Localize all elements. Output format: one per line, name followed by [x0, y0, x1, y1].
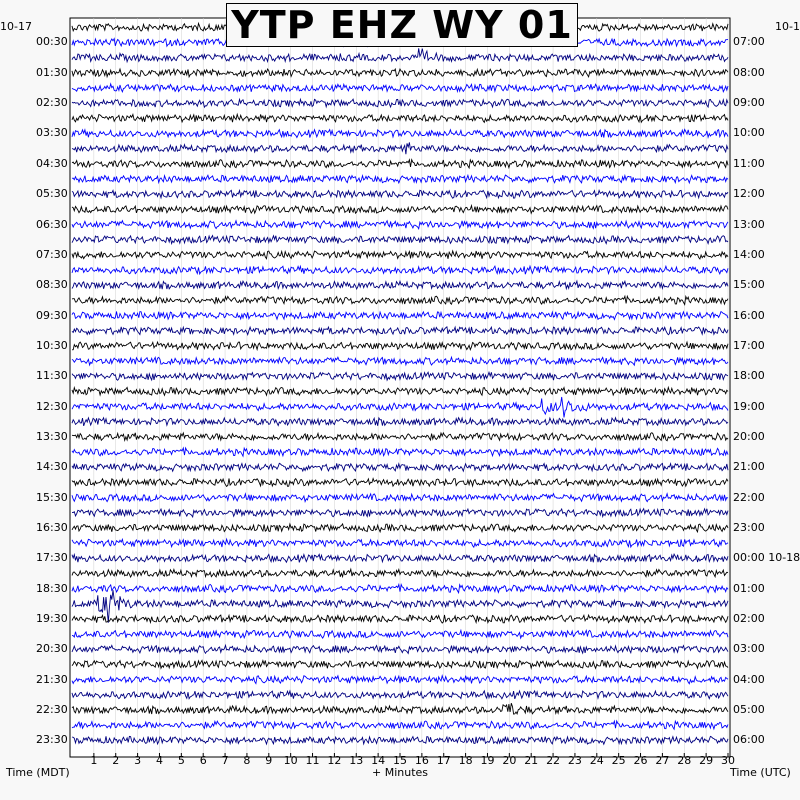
right-time-label-2: 09:00	[733, 96, 765, 110]
x-tick-label-6: 6	[199, 754, 207, 767]
left-time-label-13: 13:30	[36, 429, 68, 443]
right-time-label-6: 13:00	[733, 217, 765, 231]
x-tick-label-15: 15	[393, 754, 407, 767]
right-time-label-0: 07:00	[733, 35, 765, 49]
right-time-label-4: 11:00	[733, 156, 765, 170]
right-time-label-20: 03:00	[733, 642, 765, 656]
x-axis-label: + Minutes	[372, 766, 429, 779]
left-time-label-6: 06:30	[36, 217, 68, 231]
left-time-label-19: 19:30	[36, 611, 68, 625]
chart-title: YTP EHZ WY 01	[226, 3, 578, 47]
right-time-label-19: 02:00	[733, 611, 765, 625]
left-time-label-4: 04:30	[36, 156, 68, 170]
right-time-label-10: 17:00	[733, 338, 765, 352]
x-tick-label-16: 16	[414, 754, 429, 767]
left-time-label-9: 09:30	[36, 308, 68, 322]
x-tick-label-28: 28	[677, 754, 692, 767]
x-tick-label-23: 23	[567, 754, 582, 767]
x-tick-label-7: 7	[221, 754, 229, 767]
x-tick-label-25: 25	[611, 754, 626, 767]
right-time-label-22: 05:00	[733, 702, 765, 716]
right-time-label-17: 00:00 10-18	[733, 551, 800, 565]
right-time-label-8: 15:00	[733, 278, 765, 292]
left-time-label-7: 07:30	[36, 247, 68, 261]
x-tick-label-19: 19	[480, 754, 495, 767]
left-time-label-3: 03:30	[36, 126, 68, 140]
right-time-label-7: 14:00	[733, 247, 765, 261]
left-time-label-22: 22:30	[36, 702, 68, 716]
x-tick-label-10: 10	[283, 754, 298, 767]
left-time-label-18: 18:30	[36, 581, 68, 595]
right-time-label-16: 23:00	[733, 520, 765, 534]
right-time-label-23: 06:00	[733, 733, 765, 747]
x-tick-label-20: 20	[502, 754, 517, 767]
right-time-label-1: 08:00	[733, 65, 765, 79]
left-time-label-15: 15:30	[36, 490, 68, 504]
left-time-label-20: 20:30	[36, 642, 68, 656]
x-tick-label-13: 13	[349, 754, 364, 767]
right-time-label-5: 12:00	[733, 187, 765, 201]
left-time-label-0: 00:30	[36, 35, 68, 49]
left-time-label-17: 17:30	[36, 551, 68, 565]
left-time-label-16: 16:30	[36, 520, 68, 534]
x-tick-label-12: 12	[327, 754, 342, 767]
x-tick-label-9: 9	[265, 754, 273, 767]
x-tick-label-14: 14	[371, 754, 386, 767]
x-tick-label-26: 26	[633, 754, 648, 767]
left-time-label-5: 05:30	[36, 187, 68, 201]
left-time-label-21: 21:30	[36, 672, 68, 686]
x-tick-label-29: 29	[699, 754, 714, 767]
left-axis-label: Time (MDT)	[6, 766, 70, 779]
right-axis-label: Time (UTC)	[730, 766, 791, 779]
left-time-label-23: 23:30	[36, 733, 68, 747]
x-tick-label-21: 21	[524, 754, 539, 767]
start-date-left: 10-17	[0, 20, 32, 33]
x-tick-label-1: 1	[90, 754, 98, 767]
x-tick-label-27: 27	[655, 754, 670, 767]
x-tick-label-4: 4	[155, 754, 163, 767]
left-time-label-1: 01:30	[36, 65, 68, 79]
right-time-label-12: 19:00	[733, 399, 765, 413]
x-tick-label-18: 18	[458, 754, 473, 767]
right-time-label-9: 16:00	[733, 308, 765, 322]
x-tick-label-30: 30	[721, 754, 735, 767]
left-time-label-12: 12:30	[36, 399, 68, 413]
x-tick-label-8: 8	[243, 754, 251, 767]
x-tick-label-11: 11	[305, 754, 320, 767]
right-time-label-13: 20:00	[733, 429, 765, 443]
start-date-right: 10-1	[775, 20, 800, 33]
right-time-label-15: 22:00	[733, 490, 765, 504]
left-time-label-10: 10:30	[36, 338, 68, 352]
right-time-label-3: 10:00	[733, 126, 765, 140]
x-tick-label-2: 2	[112, 754, 120, 767]
left-time-label-14: 14:30	[36, 460, 68, 474]
left-time-label-8: 08:30	[36, 278, 68, 292]
x-tick-label-3: 3	[134, 754, 142, 767]
x-tick-label-5: 5	[177, 754, 185, 767]
x-tick-label-24: 24	[589, 754, 604, 767]
right-time-label-11: 18:00	[733, 369, 765, 383]
right-time-label-21: 04:00	[733, 672, 765, 686]
left-time-label-2: 02:30	[36, 96, 68, 110]
right-time-label-18: 01:00	[733, 581, 765, 595]
right-time-label-14: 21:00	[733, 460, 765, 474]
x-tick-label-17: 17	[436, 754, 451, 767]
left-time-label-11: 11:30	[36, 369, 68, 383]
x-tick-label-22: 22	[546, 754, 561, 767]
